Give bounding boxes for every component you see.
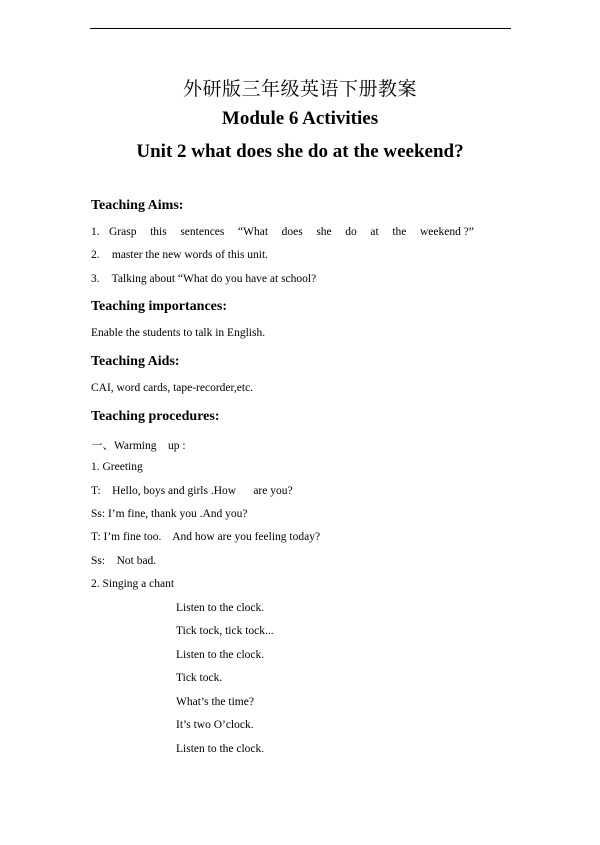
aim-item-3-num: 3. [91,273,100,285]
aim-item-1-num: 1. [91,226,100,238]
teaching-aids-text: CAI, word cards, tape-recorder,etc. [91,382,254,394]
greeting-step: 1. Greeting [91,461,143,473]
chant-line: Tick tock. [176,672,223,684]
warming-up-step: 一、Warming up : [91,440,186,452]
aim-word: weekend ?” [419,226,474,238]
unit-title: Unit 2 what does she do at the weekend? [136,141,464,162]
chant-line: Listen to the clock. [176,743,265,755]
aim-word: at [370,226,379,238]
aim-item-1-text [109,226,474,238]
chant-line: Listen to the clock. [176,649,265,661]
header-rule [90,28,511,29]
dialogue-line: Ss: I’m fine, thank you .And you? [91,508,248,520]
chant-line: Listen to the clock. [176,602,265,614]
teaching-procedures-heading: Teaching procedures: [91,409,220,424]
aim-item-2-num: 2. [91,249,100,261]
teaching-aids-heading: Teaching Aids: [91,354,180,369]
teaching-importances-text: Enable the students to talk in English. [91,327,266,339]
teaching-importances-heading: Teaching importances: [91,299,227,314]
aim-item-2-text: master the new words of this unit. [111,249,269,261]
aim-word: this [150,226,167,238]
aim-item-3 [91,273,316,285]
dialogue-line: T: I’m fine too. And how are you feeling today? [91,531,321,543]
document-title-chinese: 外研版三年级英语下册教案 [182,78,417,100]
aim-item-3-text: Talking about “What do you have at school? [111,273,317,285]
aim-word: the [392,226,407,238]
chant-step: 2. Singing a chant [91,578,175,590]
aim-word: she [316,226,332,238]
teaching-aims-heading: Teaching Aims: [91,198,184,213]
chant-line: What’s the time? [176,696,254,708]
aim-item-2 [91,249,268,261]
chant-line: Tick tock, tick tock... [176,625,274,637]
aim-word: sentences [180,226,225,238]
chant-line: It’s two O’clock. [176,719,254,731]
aim-word: Grasp [109,226,137,238]
aim-item-1-number [91,226,100,238]
aim-word: do [345,226,357,238]
dialogue-line: Ss: Not bad. [91,555,157,567]
aim-word: “What [238,226,269,238]
aim-word: does [281,226,303,238]
dialogue-line: T: Hello, boys and girls .How are you? [91,485,293,497]
module-title: Module 6 Activities [221,108,379,129]
